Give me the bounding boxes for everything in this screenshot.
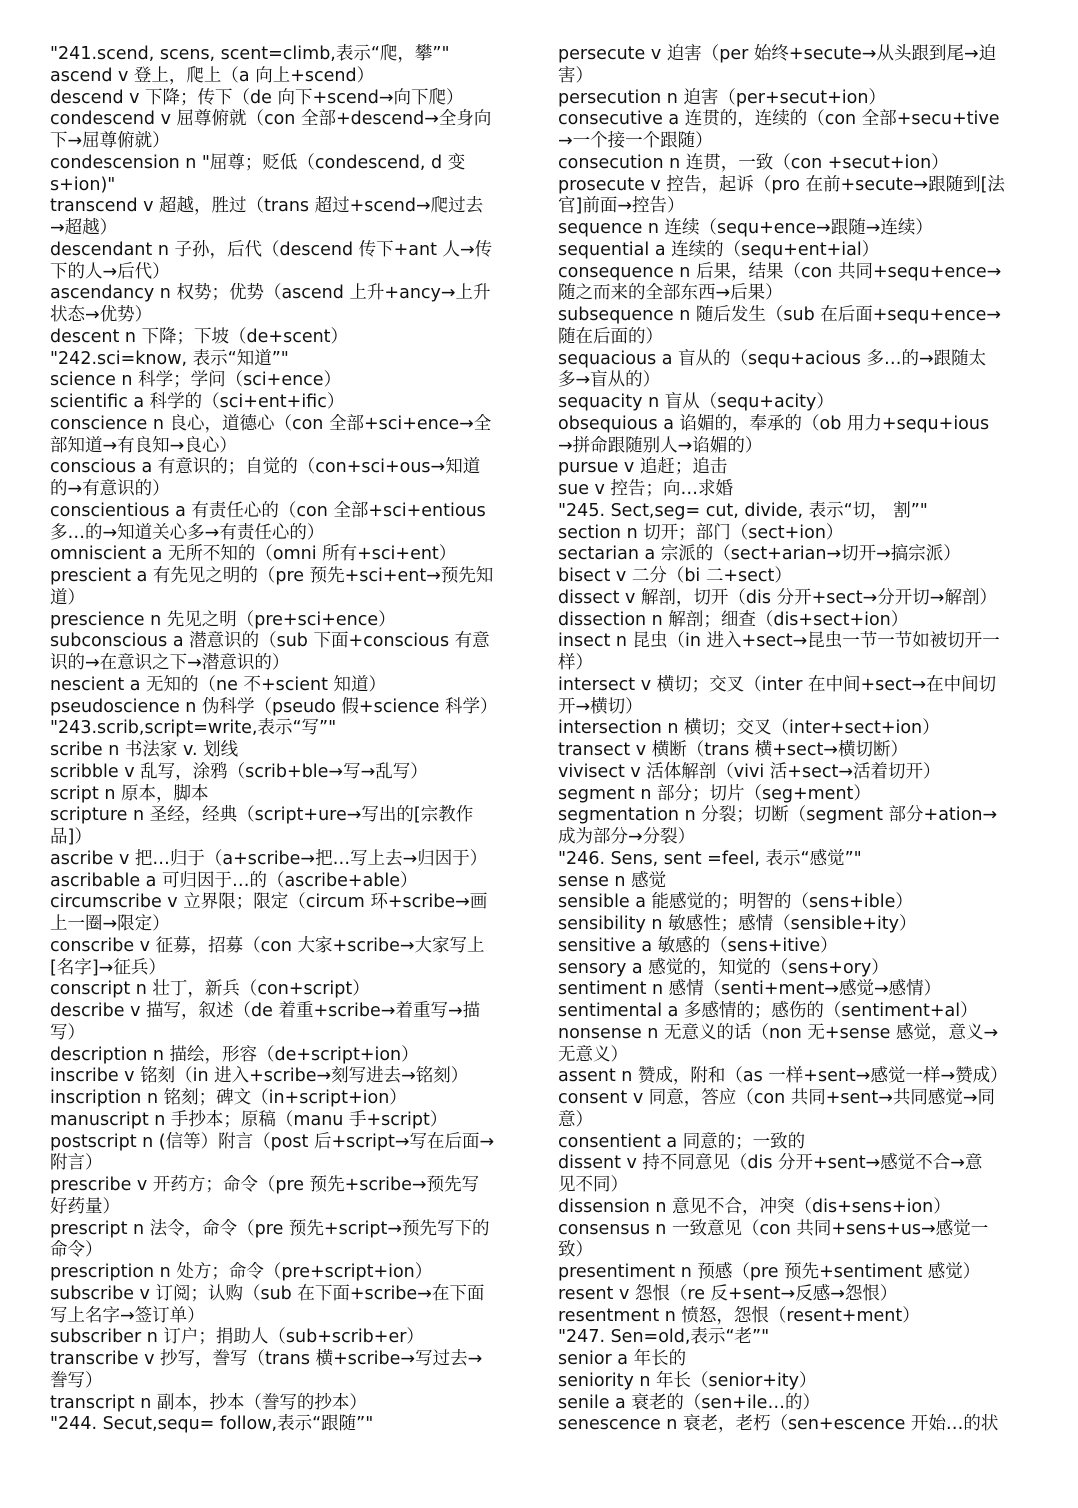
text-line: subconscious a 潜意识的（sub 下面+conscious 有意 [50,631,490,652]
text-line: consecutive a 连贯的，连续的（con 全部+secu+tive [558,109,1000,130]
text-line: subscriber n 订户；捐助人（sub+scrib+er） [50,1327,424,1348]
text-line: scribe n 书法家 v. 划线 [50,740,239,760]
text-line: transcribe v 抄写，誊写（trans 横+scribe→写过去→ [50,1349,483,1369]
text-line: sensibility n 敏感性；感情（sensible+ity） [558,914,917,934]
text-line: sensible a 能感觉的；明智的（sens+ible） [558,892,913,913]
text-line: assent n 赞成，附和（as 一样+sent→感觉一样→赞成） [558,1066,1008,1087]
text-line: 多…的→知道关心多→有责任心的） [50,522,325,543]
text-line: 的→有意识的） [50,479,170,499]
text-line: 官]前面→控告） [558,196,685,217]
text-line: subscribe v 订阅；认购（sub 在下面+scribe→在下面 [50,1283,485,1304]
text-line: 开→横切） [558,696,643,717]
text-line: dissection n 解剖；细查（dis+sect+ion） [558,609,909,630]
text-line: inscribe v 铭刻（in 进入+scribe→刻写进去→铭刻） [50,1066,469,1087]
text-line: condescension n "屈尊；贬低（condescend, d 变 [50,152,466,173]
text-line: senescence n 衰老，老朽（sen+escence 开始…的状 [558,1414,999,1435]
text-line: segmentation n 分裂；切断（segment 部分+ation→ [558,805,998,826]
text-line: 下的人→后代） [50,261,170,282]
text-line: senior a 年长的 [558,1349,687,1369]
text-line: script n 原本，脚本 [50,783,209,804]
text-line: intersect v 横切；交叉（inter 在中间+sect→在中间切 [558,674,997,695]
text-line: [名字]→征兵） [50,957,166,978]
text-line: subsequence n 随后发生（sub 在后面+sequ+ence→ [558,305,1002,325]
text-line: 成为部分→分裂） [558,827,696,847]
text-line: 道） [50,587,85,608]
text-line: 害） [558,65,593,86]
text-line: conscientious a 有责任心的（con 全部+sci+entious [50,500,486,521]
text-line: conscript n 壮丁，新兵（con+script） [50,979,370,1000]
text-line: consentient a 同意的；一致的 [558,1131,806,1152]
text-line: scientific a 科学的（sci+ent+ific） [50,392,345,412]
text-line: pursue v 追赶；追击 [558,457,728,478]
text-line: sue v 控告；向…求婚 [558,479,733,499]
text-line: sentiment n 感情（senti+ment→感觉→感情） [558,979,942,1000]
text-line: persecute v 迫害（per 始终+secute→从头跟到尾→迫 [558,44,997,64]
text-line: sequacious a 盲从的（sequ+acious 多…的→跟随太 [558,348,987,369]
text-line: persecution n 迫害（per+secut+ion） [558,87,886,108]
text-line: intersection n 横切；交叉（inter+sect+ion） [558,718,940,739]
text-line: 见不同） [558,1175,628,1195]
text-line: science n 科学；学问（sci+ence） [50,370,342,391]
text-line: consensus n 一致意见（con 共同+sens+us→感觉一 [558,1218,989,1239]
text-line: 状态→优势） [50,305,153,325]
text-line: scripture n 圣经，经典（script+ure→写出的[宗教作 [50,805,474,826]
text-line: sense n 感觉 [558,870,667,891]
text-line: nonsense n 无意义的话（non 无+sense 感觉，意义→ [558,1022,999,1043]
left-column [50,44,524,1436]
text-line: 致） [558,1240,593,1261]
text-line: prescience n 先见之明（pre+sci+ence） [50,609,396,630]
text-line: dissension n 意见不合，冲突（dis+sens+ion） [558,1196,951,1217]
text-line: prosecute v 控告，起诉（pro 在前+secute→跟随到[法 [558,174,1005,195]
text-line: consecution n 连贯，一致（con +secut+ion） [558,152,949,173]
text-line: →超越） [50,218,118,238]
text-line: descend v 下降；传下（de 向下+scend→向下爬） [50,87,464,108]
text-line: consequence n 后果，结果（con 共同+sequ+ence→ [558,261,1002,282]
text-line: ascendancy n 权势；优势（ascend 上升+ancy→上升 [50,283,491,304]
text-line: 上一圈→限定） [50,914,170,934]
text-line: "241.scend, scens, scent=climb,表示“爬，攀”" [50,44,450,64]
text-line: 无意义） [558,1044,628,1065]
text-line: sectarian a 宗派的（sect+arian→切开→搞宗派） [558,544,961,565]
text-line: conscious a 有意识的；自觉的（con+sci+ous→知道 [50,457,481,478]
text-line: pseudoscience n 伪科学（pseudo 假+science 科学） [50,696,498,717]
text-line: →一个接一个跟随） [558,131,713,151]
text-line: transect v 横断（trans 横+sect→横切断） [558,740,908,760]
text-line: ascribe v 把…归于（a+scribe→把…写上去→归因于） [50,848,488,869]
text-line: 多→盲从的） [558,370,661,391]
text-line: "246. Sens, sent =feel, 表示“感觉”" [558,848,862,869]
text-line: 意） [558,1109,593,1130]
text-line: prescription n 处方；命令（pre+script+ion） [50,1262,433,1282]
text-line: →拼命跟随别人→谄媚的） [558,435,763,456]
text-line: dissent v 持不同意见（dis 分开+sent→感觉不合→意 [558,1153,983,1174]
text-line: seniority n 年长（senior+ity） [558,1370,817,1391]
text-line: resentment n 愤怒，怨恨（resent+ment） [558,1305,920,1326]
text-line: 写） [50,1022,85,1043]
text-line: 识的→在意识之下→潜意识的） [50,653,290,673]
text-line: segment n 部分；切片（seg+ment） [558,783,871,804]
text-line: 誊写） [50,1370,103,1391]
text-line: 附言） [50,1153,103,1174]
text-line: ascribable a 可归因于…的（ascribe+able） [50,870,418,891]
text-line: sensory a 感觉的，知觉的（sens+ory） [558,957,889,978]
text-line: conscience n 良心，道德心（con 全部+sci+ence→全 [50,413,492,434]
text-line: sequential a 连续的（sequ+ent+ial） [558,239,880,260]
text-line: "247. Sen=old,表示“老”" [558,1327,770,1348]
right-column [558,44,1032,1436]
text-line: insect n 昆虫（in 进入+sect→昆虫一节一节如被切开一 [558,631,1000,652]
text-line: bisect v 二分（bi 二+sect） [558,566,792,586]
text-line: "244. Secut,sequ= follow,表示“跟随”" [50,1414,374,1435]
text-line: ascend v 登上，爬上（a 向上+scend） [50,65,375,86]
text-line: postscript n (信等）附言（post 后+script→写在后面→ [50,1131,495,1152]
text-line: 命令） [50,1240,103,1261]
text-line: 随之而来的全部东西→后果） [558,283,783,304]
text-line: 下→屈尊俯就） [50,131,170,151]
text-line: prescribe v 开药方；命令（pre 预先+scribe→预先写 [50,1175,480,1195]
text-line: sequacity n 盲从（sequ+acity） [558,392,834,412]
text-line: inscription n 铭刻；碑文（in+script+ion） [50,1088,407,1108]
text-line: transcript n 副本，抄本（誊写的抄本） [50,1392,367,1413]
text-line: presentiment n 预感（pre 预先+sentiment 感觉） [558,1262,981,1282]
text-line: section n 切开；部门（sect+ion） [558,522,844,543]
text-line: sensitive a 敏感的（sens+itive） [558,935,838,956]
text-line: 品]） [50,827,92,847]
text-line: transcend v 超越，胜过（trans 超过+scend→爬过去 [50,196,484,217]
text-line: "243.scrib,script=write,表示“写”" [50,718,337,739]
text-line: vivisect v 活体解剖（vivi 活+sect→活着切开） [558,761,941,782]
text-line: condescend v 屈尊俯就（con 全部+descend→全身向 [50,109,492,130]
text-line: obsequious a 谄媚的，奉承的（ob 用力+sequ+ious [558,413,990,434]
text-line: senile a 衰老的（sen+ile…的） [558,1392,820,1413]
text-line: prescript n 法令，命令（pre 预先+script→预先写下的 [50,1218,490,1239]
text-line: 样） [558,653,593,673]
text-line: s+ion)" [50,174,116,195]
text-line: descent n 下降；下坡（de+scent） [50,326,349,347]
text-line: 随在后面的） [558,326,663,347]
text-line: resent v 怨恨（re 反+sent→反感→怨恨） [558,1283,898,1304]
text-line: conscribe v 征募，招募（con 大家+scribe→大家写上 [50,935,485,956]
text-line: scribble v 乱写，涂鸦（scrib+ble→写→乱写） [50,761,428,782]
text-line: nescient a 无知的（ne 不+scient 知道） [50,674,386,695]
text-line: manuscript n 手抄本；原稿（manu 手+script） [50,1109,448,1130]
text-line: dissect v 解剖，切开（dis 分开+sect→分开切→解剖） [558,587,997,608]
text-line: "245. Sect,seg= cut, divide, 表示“切， 割”" [558,500,928,521]
text-line: description n 描绘，形容（de+script+ion） [50,1044,419,1065]
text-line: "242.sci=know, 表示“知道”" [50,348,289,369]
text-line: sentimental a 多感情的；感伤的（sentiment+al） [558,1001,978,1021]
text-line: prescient a 有先见之明的（pre 预先+sci+ent→预先知 [50,566,494,586]
text-line: 部知道→有良知→良心） [50,435,237,456]
text-line: omniscient a 无所不知的（omni 所有+sci+ent） [50,544,457,565]
text-line: consent v 同意，答应（con 共同+sent→共同感觉→同 [558,1088,996,1108]
text-line: descendant n 子孙，后代（descend 传下+ant 人→传 [50,239,493,260]
text-line: 写上名字→签订单） [50,1305,205,1326]
text-line: describe v 描写，叙述（de 着重+scribe→着重写→描 [50,1001,481,1021]
text-line: 好药量） [50,1196,120,1217]
text-line: sequence n 连续（sequ+ence→跟随→连续） [558,218,933,238]
text-line: circumscribe v 立界限；限定（circum 环+scribe→画 [50,892,488,913]
